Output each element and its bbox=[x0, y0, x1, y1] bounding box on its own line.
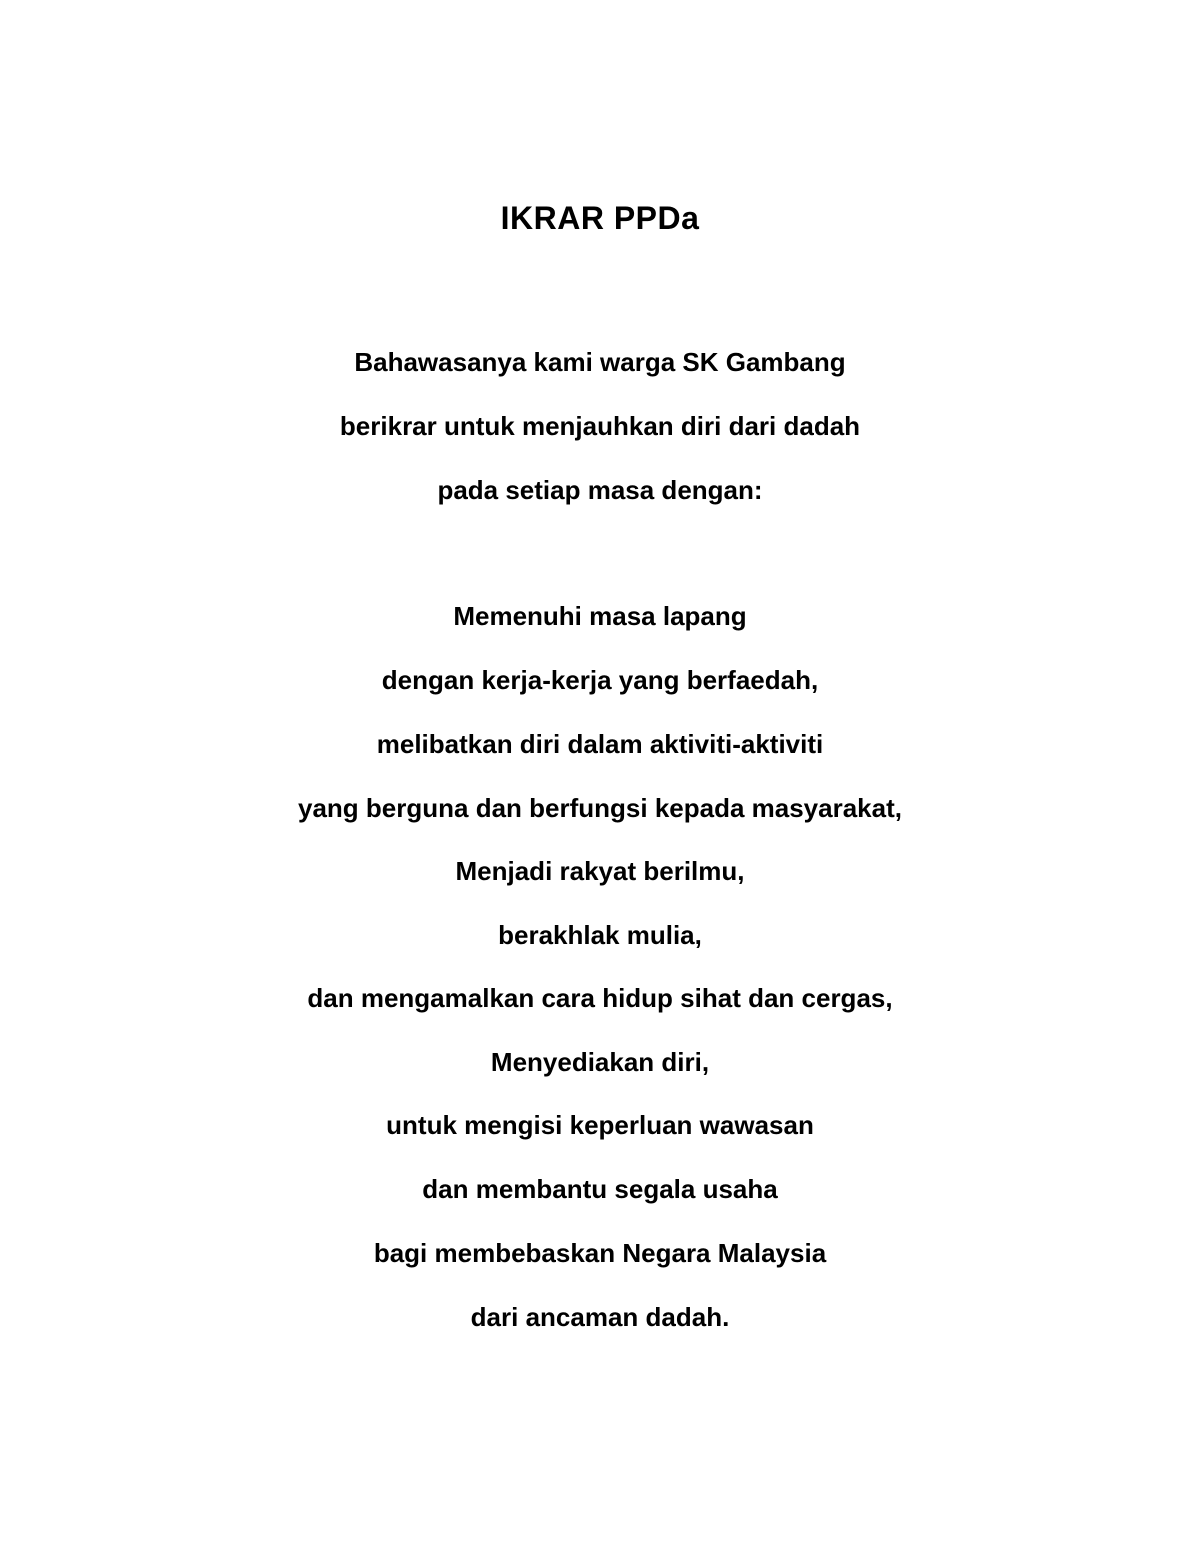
pledge-line: Memenuhi masa lapang bbox=[453, 601, 747, 631]
pledge-line: pada setiap masa dengan: bbox=[437, 475, 763, 505]
pledge-line: melibatkan diri dalam aktiviti-aktiviti bbox=[376, 729, 824, 759]
pledge-line: yang berguna dan berfungsi kepada masyarakat, bbox=[298, 793, 902, 823]
pledge-line: berakhlak mulia, bbox=[498, 920, 702, 950]
pledge-line: dari ancaman dadah. bbox=[470, 1302, 730, 1332]
pledge-line: bagi membebaskan Negara Malaysia bbox=[373, 1238, 827, 1268]
document-title: IKRAR PPDa bbox=[500, 200, 700, 236]
pledge-line: Bahawasanya kami warga SK Gambang bbox=[354, 347, 846, 377]
pledge-line: untuk mengisi keperluan wawasan bbox=[386, 1110, 814, 1140]
pledge-line: dengan kerja-kerja yang berfaedah, bbox=[381, 665, 819, 695]
pledge-line: Menyediakan diri, bbox=[490, 1047, 710, 1077]
pledge-line: Menjadi rakyat berilmu, bbox=[455, 856, 745, 886]
pledge-line: dan mengamalkan cara hidup sihat dan cergas, bbox=[307, 983, 893, 1013]
pledge-line: berikrar untuk menjauhkan diri dari dadah bbox=[339, 411, 861, 441]
pledge-line: dan membantu segala usaha bbox=[422, 1174, 778, 1204]
